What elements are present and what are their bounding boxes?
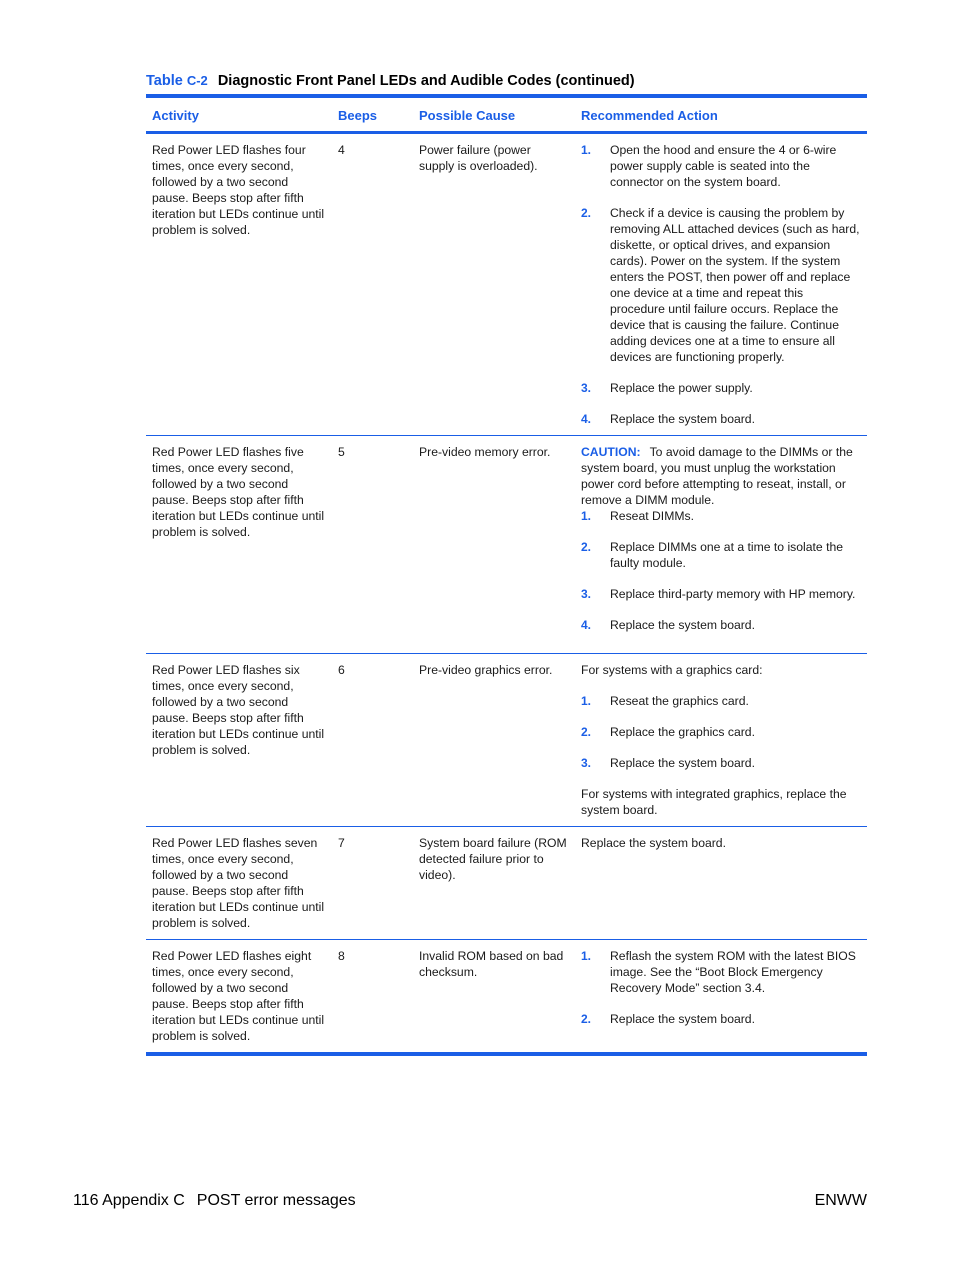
activity-cell: Red Power LED flashes eight times, once every second, followed by a two second pause. Beeps stop after fifth iteration but LEDs continue until problem is solved. — [152, 949, 325, 1043]
action-steps — [581, 508, 861, 633]
step-text: Reflash the system ROM with the latest BIOS image. See the “Boot Block Emergency Recovery Mode” section 3.4. — [610, 949, 856, 995]
step-text: Replace the power supply. — [610, 381, 753, 395]
step-text: Replace third-party memory with HP memory. — [610, 587, 856, 601]
caution-note — [581, 444, 861, 508]
step — [581, 205, 861, 365]
table-row — [146, 133, 867, 436]
step — [581, 539, 861, 571]
step-number: 1. — [581, 509, 592, 523]
action-steps — [581, 142, 861, 427]
beeps-cell: 6 — [332, 654, 413, 827]
step-text: Replace the system board. — [610, 618, 755, 632]
step-text: Replace the system board. — [610, 756, 755, 770]
table-row — [146, 940, 867, 1055]
caution-label: CAUTION: — [581, 445, 641, 459]
step-text: Open the hood and ensure the 4 or 6-wire power supply cable is seated into the connector on the system board. — [610, 143, 837, 189]
cause-cell: Invalid ROM based on bad checksum. — [419, 949, 564, 979]
diagnostic-table — [146, 94, 867, 1056]
cause-cell: Power failure (power supply is overloaded). — [413, 133, 575, 436]
header-activity: Activity — [146, 96, 332, 133]
action-cell: Replace the system board. — [575, 827, 867, 940]
step-number: 4. — [581, 412, 592, 426]
action-cell — [575, 654, 867, 827]
activity-cell: Red Power LED flashes six times, once every second, followed by a two second pause. Beeps stop after fifth iteration but LEDs continue until problem is solved. — [146, 654, 332, 827]
step — [581, 380, 861, 396]
action-cell — [575, 133, 867, 436]
step-number: 2. — [581, 540, 592, 554]
cause-cell: Pre-video graphics error. — [413, 654, 575, 827]
footer-right: ENWW — [814, 1192, 867, 1209]
step-number: 4. — [581, 618, 592, 632]
table-label: Table — [146, 73, 183, 89]
step-number: 1. — [581, 143, 592, 157]
footer-section: Appendix C — [102, 1192, 185, 1209]
step — [581, 411, 861, 427]
step — [581, 586, 861, 602]
step-text: Replace DIMMs one at a time to isolate the faulty module. — [610, 540, 844, 570]
step — [581, 948, 861, 996]
step-text: Replace the system board. — [610, 1012, 755, 1026]
step — [581, 508, 861, 524]
beeps-cell: 7 — [332, 827, 413, 940]
caution-text: To avoid damage to the DIMMs or the system board, you must unplug the workstation power cord before attempting to reseat, install, or remove a DIMM module. — [581, 445, 853, 507]
beeps-cell: 4 — [332, 133, 413, 436]
step-number: 1. — [581, 694, 592, 708]
cause-cell: System board failure (ROM detected failure prior to video). — [413, 827, 575, 940]
step-number: 1. — [581, 949, 592, 963]
page-number: 116 — [73, 1192, 99, 1209]
activity-cell: Red Power LED flashes five times, once every second, followed by a two second pause. Beeps stop after fifth iteration but LEDs continue until problem is solved. — [146, 436, 332, 654]
step-number: 3. — [581, 381, 592, 395]
step-text: Check if a device is causing the problem by removing ALL attached devices (such as hard, diskette, or optical drives, and expansion cards). Power on the system. If the system enters the POST, then power off and replace one device at a time and repeat this procedure until failure occurs. Replace the device that is causing the failure. Continue adding devices one at a time to ensure all devices are functioning properly. — [610, 206, 860, 364]
action-cell — [575, 436, 867, 654]
table-row — [146, 436, 867, 654]
step-text: Reseat the graphics card. — [610, 694, 749, 708]
activity-cell: Red Power LED flashes four times, once every second, followed by a two second pause. Beeps stop after fifth iteration but LEDs continue until problem is solved. — [146, 133, 332, 436]
header-possible-cause: Possible Cause — [413, 96, 575, 133]
beeps-cell: 5 — [332, 436, 413, 654]
step — [581, 693, 861, 709]
table-title: Diagnostic Front Panel LEDs and Audible Codes (continued) — [217, 73, 635, 89]
action-steps — [581, 693, 861, 771]
step — [581, 617, 861, 633]
step-number: 2. — [581, 725, 592, 739]
beeps-cell: 8 — [338, 949, 345, 963]
footer-left — [73, 1192, 356, 1210]
header-beeps: Beeps — [332, 96, 413, 133]
step-number: 3. — [581, 756, 592, 770]
step — [581, 755, 861, 771]
step-text: Replace the graphics card. — [610, 725, 755, 739]
step-number: 3. — [581, 587, 592, 601]
table-number: C-2 — [186, 73, 208, 88]
table-caption — [146, 73, 867, 89]
step — [581, 1011, 861, 1027]
action-intro: For systems with a graphics card: — [581, 663, 763, 677]
footer-chapter: POST error messages — [196, 1192, 356, 1209]
step — [581, 142, 861, 190]
step — [581, 724, 861, 740]
cause-cell: Pre-video memory error. — [413, 436, 575, 654]
step-number: 2. — [581, 206, 592, 220]
action-cell — [575, 940, 867, 1055]
action-steps — [581, 948, 861, 1027]
table-row — [146, 827, 867, 940]
action-outro: For systems with integrated graphics, replace the system board. — [581, 787, 847, 817]
step-text: Replace the system board. — [610, 412, 755, 426]
step-number: 2. — [581, 1012, 592, 1026]
activity-cell: Red Power LED flashes seven times, once every second, followed by a two second pause. Beeps stop after fifth iteration but LEDs continue until problem is solved. — [146, 827, 332, 940]
header-recommended-action: Recommended Action — [575, 96, 867, 133]
step-text: Reseat DIMMs. — [610, 509, 694, 523]
table-row — [146, 654, 867, 827]
table-header-row — [146, 96, 867, 133]
